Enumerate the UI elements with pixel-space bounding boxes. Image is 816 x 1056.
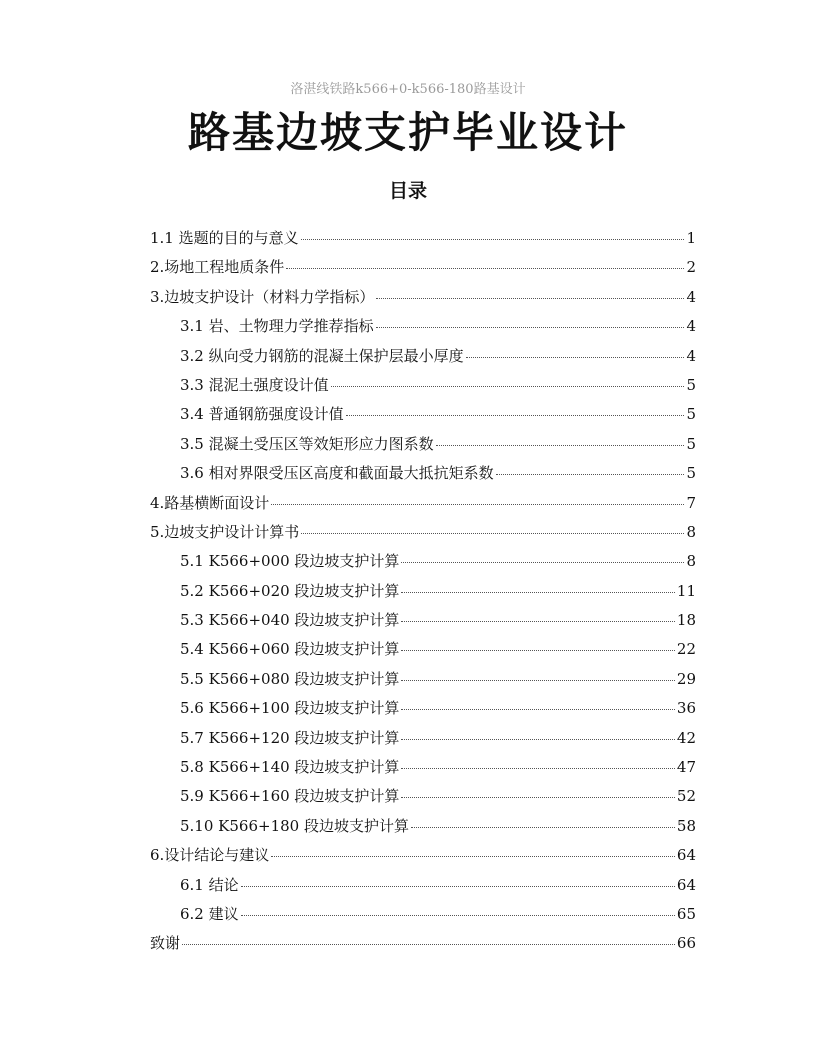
toc-entry-label: 5.1 K566+000 段边坡支护计算: [180, 552, 400, 571]
toc-entry[interactable]: [150, 785, 696, 814]
toc-dot-leader: [331, 386, 685, 387]
toc-entry-page-number: 58: [676, 816, 696, 835]
toc-entry[interactable]: [150, 521, 696, 550]
toc-entry[interactable]: [150, 932, 696, 961]
toc-entry-label: 5.8 K566+140 段边坡支护计算: [180, 758, 400, 777]
toc-dot-leader: [401, 562, 684, 563]
toc-entry-label: 5.9 K566+160 段边坡支护计算: [180, 787, 400, 806]
toc-dot-leader: [346, 415, 685, 416]
toc-entry[interactable]: [150, 580, 696, 609]
toc-entry[interactable]: [150, 874, 696, 903]
toc-entry-label: 1.1 选题的目的与意义: [150, 229, 299, 247]
table-of-contents: [150, 227, 696, 962]
toc-dot-leader: [301, 239, 685, 240]
toc-entry-page-number: 5: [686, 434, 696, 453]
toc-entry[interactable]: [150, 286, 696, 315]
toc-entry-page-number: 2: [686, 258, 696, 277]
toc-entry-page-number: 11: [676, 581, 696, 600]
toc-entry[interactable]: [150, 756, 696, 785]
toc-dot-leader: [496, 474, 685, 475]
toc-dot-leader: [301, 533, 684, 534]
toc-dot-leader: [401, 650, 674, 651]
toc-entry[interactable]: [150, 492, 696, 521]
toc-entry[interactable]: [150, 403, 696, 432]
toc-entry[interactable]: [150, 609, 696, 638]
toc-entry-label: 3.5 混凝土受压区等效矩形应力图系数: [180, 434, 434, 453]
toc-entry-label: 3.2 纵向受力钢筋的混凝土保护层最小厚度: [180, 346, 464, 365]
toc-entry-page-number: 8: [686, 522, 696, 541]
toc-entry[interactable]: [150, 903, 696, 932]
toc-entry[interactable]: [150, 345, 696, 374]
toc-dot-leader: [401, 797, 674, 798]
toc-entry-label: 5.2 K566+020 段边坡支护计算: [180, 581, 400, 600]
toc-entry-page-number: 36: [676, 699, 696, 718]
toc-entry[interactable]: [150, 227, 696, 256]
toc-dot-leader: [182, 944, 675, 945]
toc-dot-leader: [376, 327, 685, 328]
toc-entry[interactable]: [150, 374, 696, 403]
toc-entry-page-number: 52: [676, 787, 696, 806]
toc-entry[interactable]: [150, 550, 696, 579]
toc-entry-label: 5.4 K566+060 段边坡支护计算: [180, 640, 400, 659]
toc-entry-page-number: 64: [676, 846, 696, 865]
toc-entry-page-number: 66: [676, 934, 696, 953]
toc-dot-leader: [401, 592, 674, 593]
toc-entry-label: 3.4 普通钢筋强度设计值: [180, 405, 344, 424]
toc-entry-label: 致谢: [150, 934, 181, 953]
toc-entry-label: 2.场地工程地质条件: [150, 258, 285, 277]
toc-dot-leader: [286, 268, 684, 269]
toc-dot-leader: [401, 621, 674, 622]
toc-entry-page-number: 4: [686, 287, 696, 306]
toc-dot-leader: [436, 445, 685, 446]
toc-dot-leader: [401, 709, 674, 710]
toc-entry-page-number: 64: [676, 875, 696, 894]
toc-dot-leader: [376, 298, 684, 299]
toc-entry-label: 3.1 岩、土物理力学推荐指标: [180, 317, 374, 336]
toc-dot-leader: [271, 856, 675, 857]
toc-entry-page-number: 5: [686, 464, 696, 483]
toc-entry-page-number: 7: [686, 493, 696, 512]
toc-entry-page-number: 18: [676, 611, 696, 630]
toc-entry-label: 3.边坡支护设计（材料力学指标）: [150, 287, 375, 306]
toc-entry-page-number: 4: [686, 346, 696, 365]
toc-entry-page-number: 1: [686, 229, 696, 247]
toc-entry-page-number: 8: [686, 552, 696, 571]
toc-dot-leader: [241, 915, 675, 916]
toc-dot-leader: [466, 357, 685, 358]
toc-entry-label: 3.6 相对界限受压区高度和截面最大抵抗矩系数: [180, 464, 494, 483]
toc-entry[interactable]: [150, 844, 696, 873]
toc-dot-leader: [241, 886, 675, 887]
toc-entry-label: 4.路基横断面设计: [150, 493, 270, 512]
toc-entry-page-number: 65: [676, 904, 696, 923]
toc-dot-leader: [401, 739, 674, 740]
toc-entry[interactable]: [150, 727, 696, 756]
toc-dot-leader: [271, 504, 684, 505]
toc-entry-page-number: 5: [686, 375, 696, 394]
toc-entry-label: 5.边坡支护设计计算书: [150, 522, 300, 541]
toc-entry-page-number: 29: [676, 669, 696, 688]
toc-entry-label: 6.1 结论: [180, 875, 239, 894]
toc-entry-page-number: 22: [676, 640, 696, 659]
toc-dot-leader: [411, 827, 675, 828]
toc-entry[interactable]: [150, 697, 696, 726]
toc-heading: 目录: [388, 180, 427, 202]
toc-entry-page-number: 47: [676, 758, 696, 777]
toc-entry-label: 6.设计结论与建议: [150, 846, 270, 865]
toc-entry[interactable]: [150, 433, 696, 462]
toc-entry-label: 5.6 K566+100 段边坡支护计算: [180, 699, 400, 718]
toc-entry-page-number: 5: [686, 405, 696, 424]
toc-entry-label: 3.3 混泥土强度设计值: [180, 375, 329, 394]
toc-dot-leader: [401, 680, 674, 681]
toc-entry-label: 5.7 K566+120 段边坡支护计算: [180, 728, 400, 747]
document-title: 路基边坡支护毕业设计: [187, 108, 628, 157]
toc-entry[interactable]: [150, 462, 696, 491]
toc-entry[interactable]: [150, 315, 696, 344]
toc-entry-page-number: 4: [686, 317, 696, 336]
toc-entry-label: 5.3 K566+040 段边坡支护计算: [180, 611, 400, 630]
toc-entry[interactable]: [150, 668, 696, 697]
toc-entry[interactable]: [150, 256, 696, 285]
toc-entry-label: 6.2 建议: [180, 904, 239, 923]
watermark-text: 洛湛线铁路k566+0-k566-180路基设计: [290, 82, 526, 97]
toc-entry-label: 5.5 K566+080 段边坡支护计算: [180, 669, 400, 688]
toc-entry[interactable]: [150, 815, 696, 844]
toc-entry[interactable]: [150, 638, 696, 667]
toc-entry-label: 5.10 K566+180 段边坡支护计算: [180, 816, 409, 835]
toc-entry-page-number: 42: [676, 728, 696, 747]
toc-dot-leader: [401, 768, 674, 769]
